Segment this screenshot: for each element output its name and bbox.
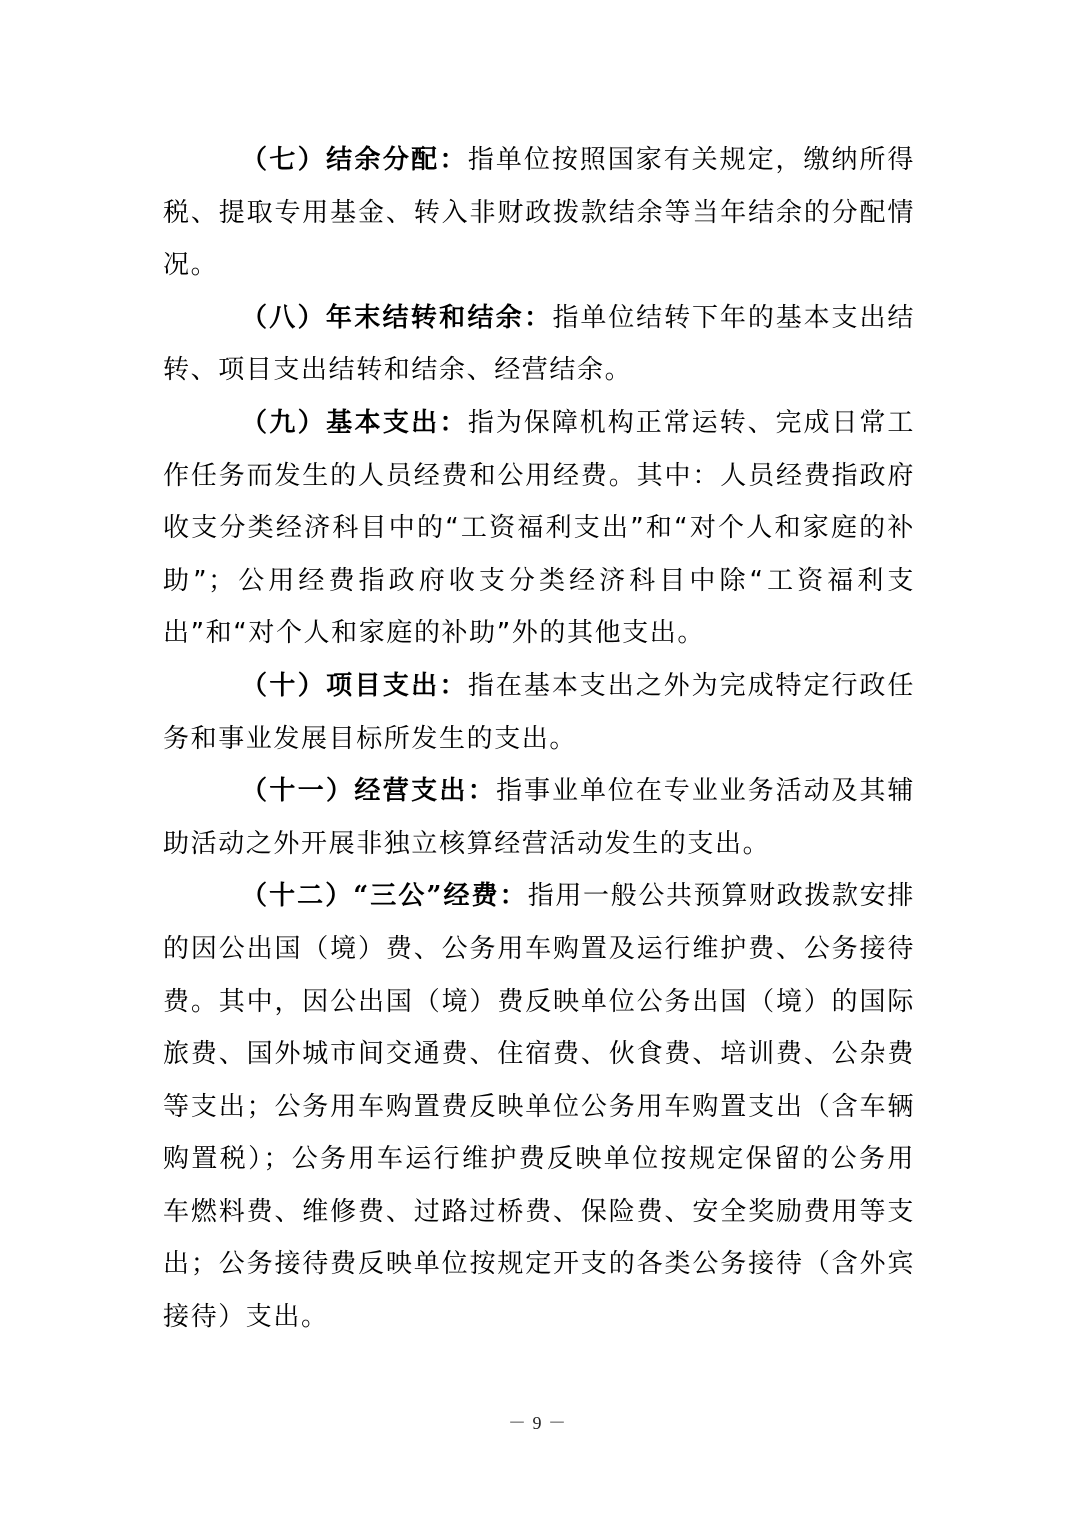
term-definition: 指在基本支出之外为完成特定行政任务和事业发展目标所发生的支出。 [163,670,915,754]
term-heading: （十）项目支出： [241,670,468,701]
term-heading: （十二）“三公”经费： [241,881,528,912]
page-number: － 9 － [508,1413,567,1433]
term-heading: （九）基本支出： [241,407,468,438]
paragraph-operating-expenditure [163,765,915,870]
term-definition: 指单位按照国家有关规定，缴纳所得税、提取专用基金、转入非财政拨款结余等当年结余的分配情况。 [163,145,915,281]
document-body [163,134,915,1344]
term-definition: 指单位结转下年的基本支出结转、项目支出结转和结余、经营结余。 [163,302,915,386]
term-heading: （七）结余分配： [241,145,468,175]
term-definition: 指事业单位在专业业务活动及其辅助活动之外开展非独立核算经营活动发生的支出。 [163,776,915,859]
term-definition: 指为保障机构正常运转、完成日常工作任务而发生的人员经费和公用经费。其中：人员经费指政府收支分类经济科目中的“工资福利支出”和“对个人和家庭的补助”；公用经费指政府收支分类经济科目中除“工资福利支出”和“对个人和家庭的补助”外的其他支出。 [163,407,915,649]
paragraph-surplus-distribution [163,134,915,292]
paragraph-year-end-carryover [163,292,915,397]
paragraph-basic-expenditure [163,397,915,660]
term-definition: 指用一般公共预算财政拨款安排的因公出国（境）费、公务用车购置及运行维护费、公务接待费。其中，因公出国（境）费反映单位公务出国（境）的国际旅费、国外城市间交通费、住宿费、伙食费、培训费、公杂费等支出；公务用车购置费反映单位公务用车购置支出（含车辆购置税）；公务用车运行维护费反映单位按规定保留的公务用车燃料费、维修费、过路过桥费、保险费、安全奖励费用等支出；公务接待费反映单位按规定开支的各类公务接待（含外宾接待）支出。 [163,881,915,1333]
paragraph-three-public-expenses [163,870,915,1343]
paragraph-project-expenditure [163,660,915,765]
term-heading: （八）年末结转和结余： [241,302,553,333]
term-heading: （十一）经营支出： [241,776,497,807]
